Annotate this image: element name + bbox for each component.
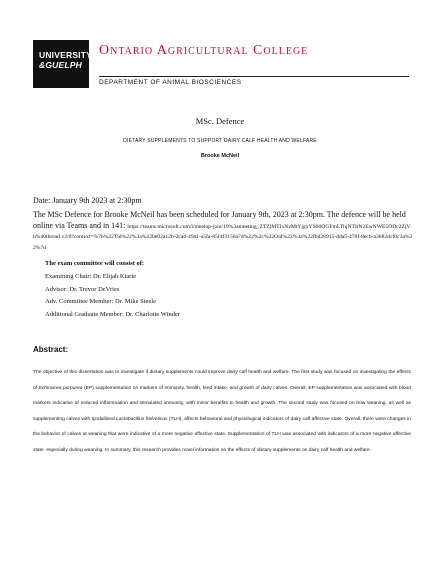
teams-meeting-link[interactable]: https://teams.microsoft.com/l/meetup-join/19%3ameeting_ZTZjMTIxNzMtYjgxYS00OGFmLThjNTItN2EwNWE5ODc2ZjVh%40thread.v2/0?context=%7b%22Tid%22%3a%22be02a12b-2cad-49a1-a5fa-85f4f3156a7d%22%2c%22Oid%22%3a%22fbd28915-dda5-478f-8ecb-a3682dcf0c3a%22%7d <box>33 223 413 251</box>
committee-heading: The exam committee will consist of: <box>45 260 145 267</box>
abstract-heading: Abstract: <box>33 345 69 354</box>
header <box>33 40 413 88</box>
thesis-title: DIETARY SUPPLEMENTS TO SUPPORT DAIRY CALF HEALTH AND WELFARE <box>123 138 317 144</box>
committee-section <box>45 260 405 323</box>
abstract-text-1: The objective of this dissertation was to investigate if dietary supplements could improve dairy calf health and welfare. The first study was focused on investigating the effects of <box>33 370 411 391</box>
defence-date: Date: January 9th 2023 at 2:30pm <box>33 196 142 205</box>
announcement-text: The MSc Defence for Brooke McNeil has been scheduled for January 9th, 2023 at 2:30pm. The defence will be held online via Teams and in 141: <box>33 210 406 230</box>
college-name: Ontario Agricultural College <box>99 43 309 58</box>
committee-member: Additional Graduate Member: Dr. Charlotte Winder <box>45 310 180 318</box>
abstract-species-1: Echinacea purpurea <box>38 385 83 391</box>
announcement-paragraph <box>33 210 413 252</box>
header-divider <box>99 76 409 77</box>
defence-label: MSc. Defence <box>195 116 245 126</box>
logo-line-guelph: &GUELPH <box>39 60 82 70</box>
department-name: DEPARTMENT OF ANIMAL BIOSCIENCES <box>99 79 242 86</box>
student-name: Brooke McNeil <box>200 153 240 159</box>
university-logo <box>33 40 93 88</box>
abstract-body <box>33 365 411 458</box>
committee-member: Examining Chair: Dr. Elijah Kiarie <box>45 273 137 280</box>
logo-line-university: UNIVERSITY <box>39 50 93 60</box>
committee-member: Advisor: Dr. Trevor DeVries <box>45 285 120 293</box>
abstract-text-3: (TLH), affects behavioral and physiological indicators of dairy calf affective state. Overall, there were changes in the behavior of calves at weaning that were indicative of a more negative affective state. Supplementation of TLH was associated with indicators of a more negative affective state, especially during weaning. In summary, this research provides novel information on the effects of dietary supplements on dairy calf health and welfare. <box>33 416 411 453</box>
abstract-text-2: (EP) supplementation on markers of immunity, health, feed intake, and growth of dairy calves. Overall, EP supplementation was associated with blood markers indicative of reduced inflammation and stimulated immunity, with minor benefits to health and growth. The second study was focused on how weaning, as well as supplementing calves with tyndallized <box>33 385 411 422</box>
committee-member: Adv. Committee Member: Dr. Mike Steele <box>45 298 156 305</box>
abstract-species-2: Lactobacillus helveticus <box>116 416 168 422</box>
